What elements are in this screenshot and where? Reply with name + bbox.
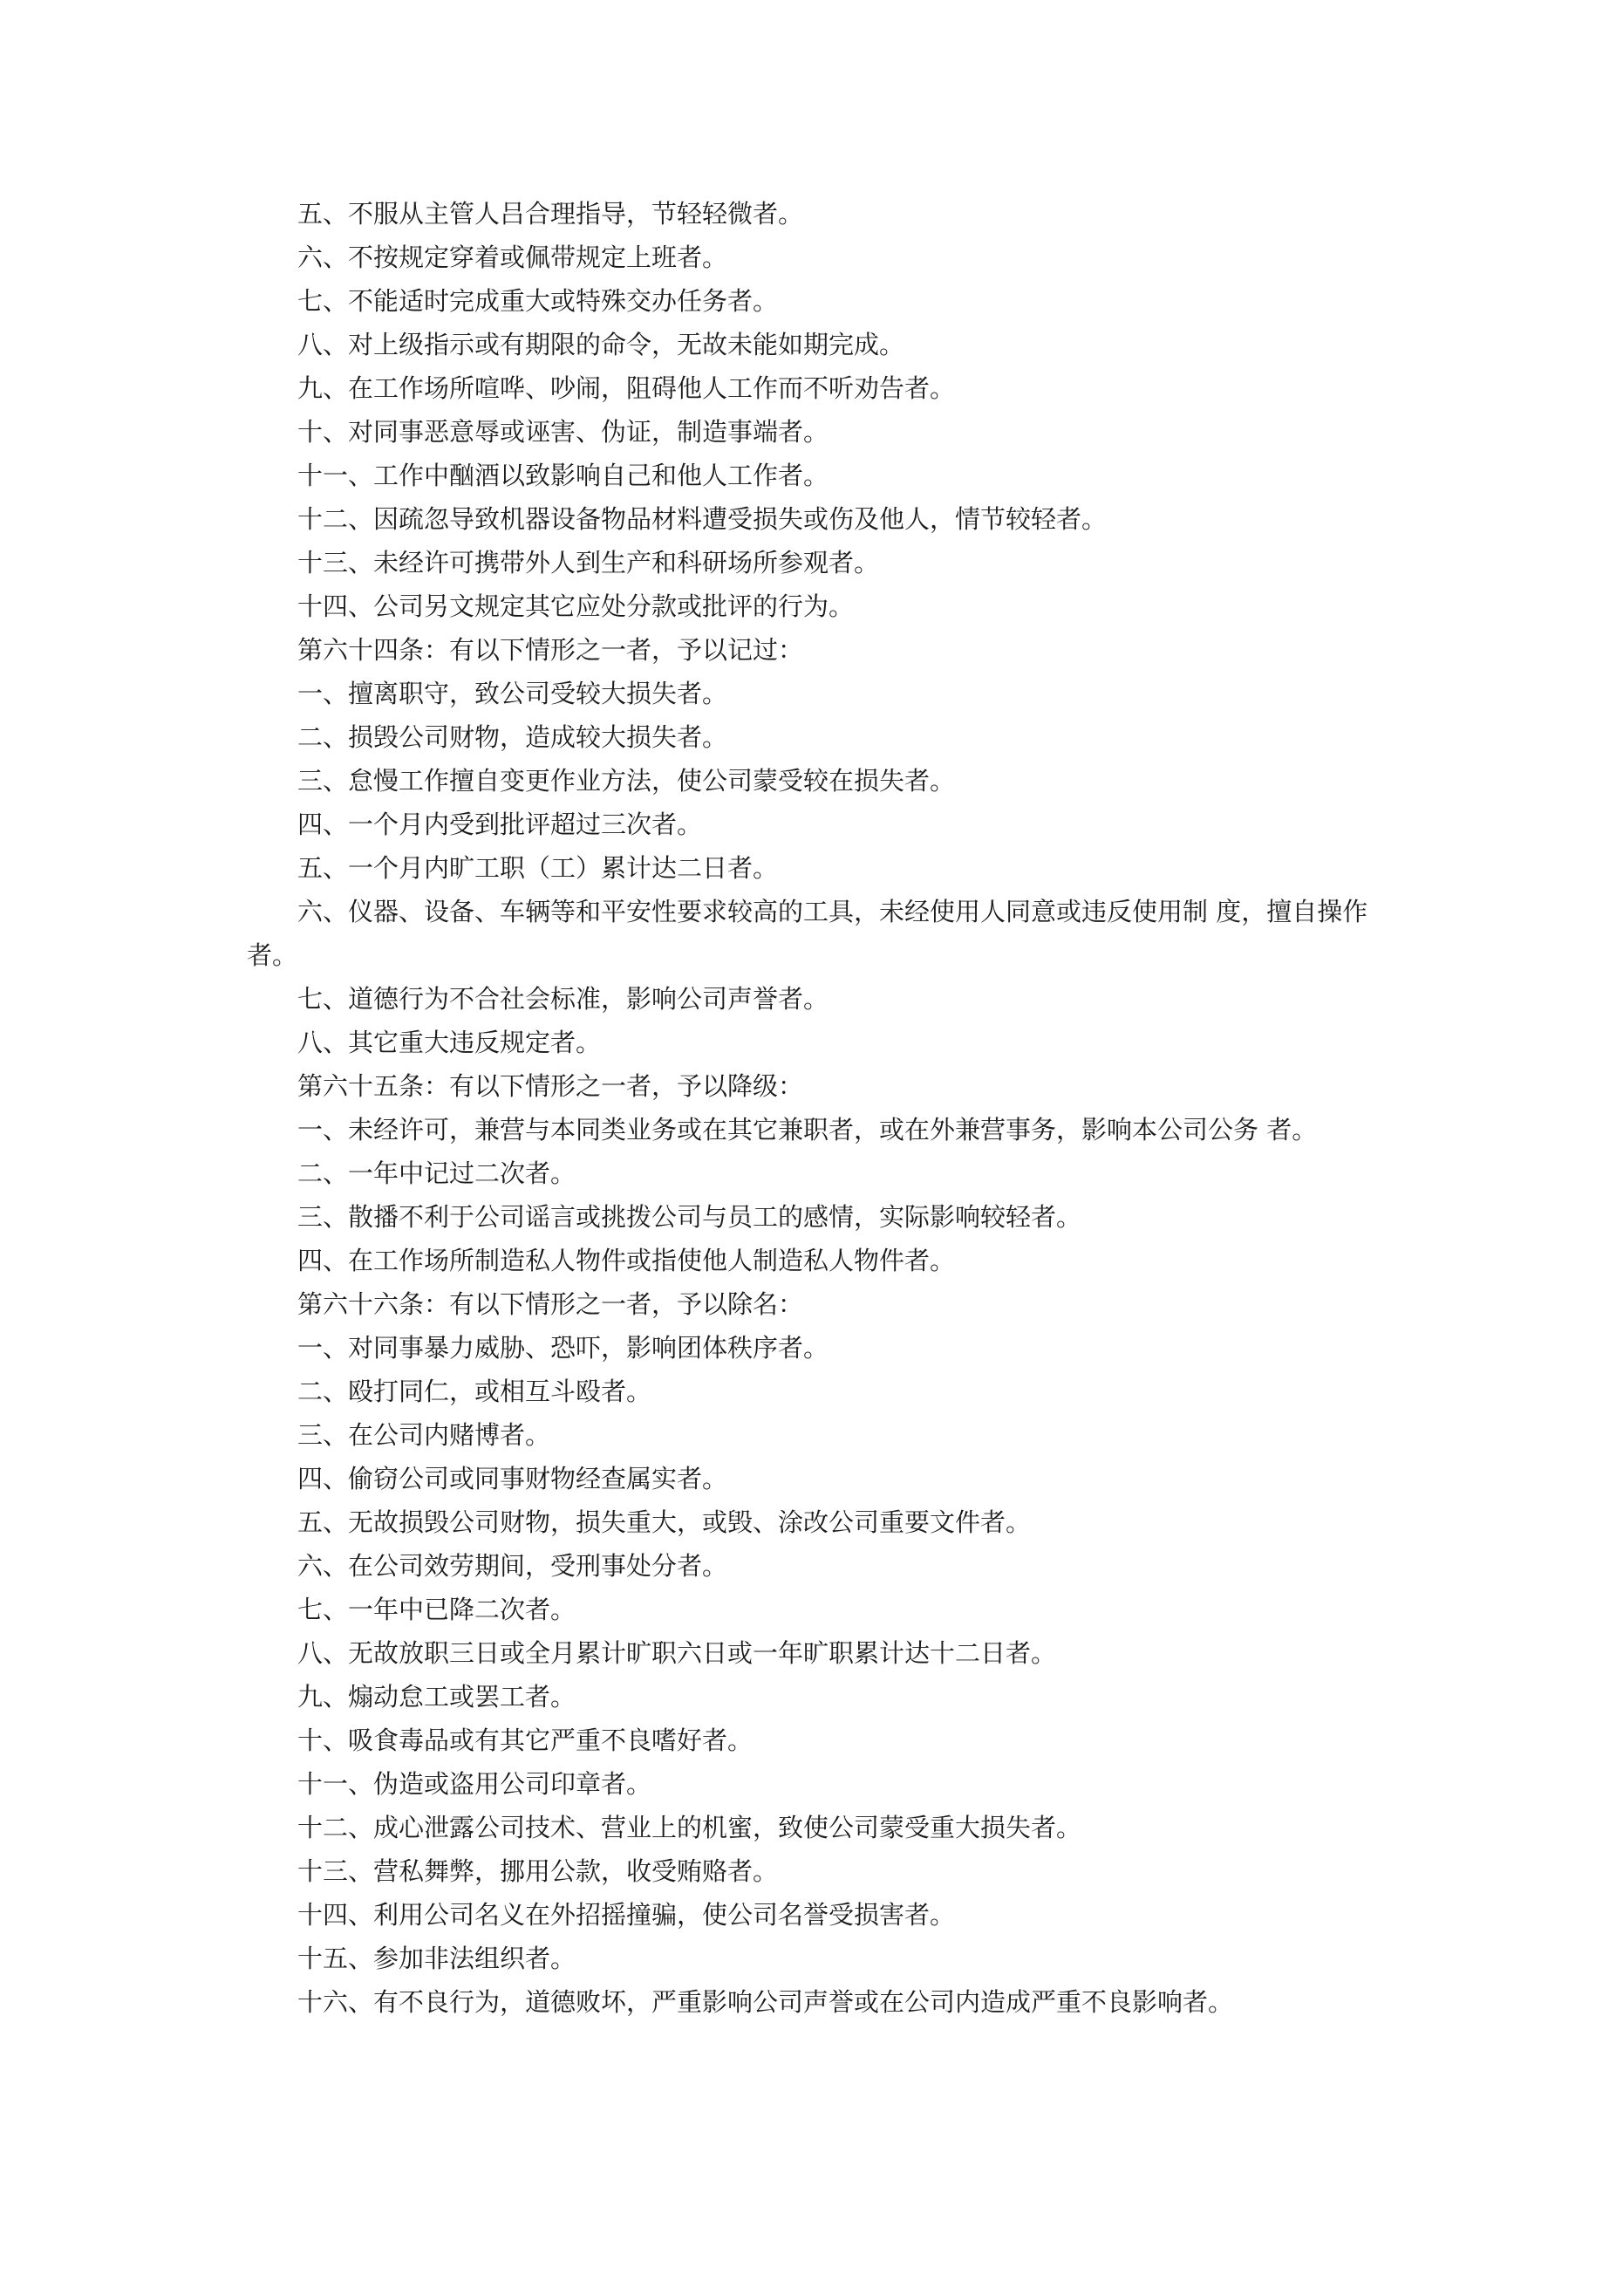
paragraph: 第六十六条：有以下情形之一者，予以除名：	[297, 1289, 804, 1319]
paragraph: 二、一年中记过二次者。	[297, 1158, 576, 1188]
document-body	[247, 192, 1398, 2024]
paragraph: 九、煽动怠工或罢工者。	[297, 1682, 576, 1712]
paragraph: 十一、工作中酗酒以致影响自己和他人工作者。	[297, 461, 829, 490]
paragraph: 第六十五条：有以下情形之一者，予以降级：	[297, 1071, 804, 1101]
paragraph: 十三、营私舞弊，挪用公款，收受贿赂者。	[297, 1856, 779, 1886]
paragraph: 十五、参加非法组织者。	[297, 1944, 576, 1973]
paragraph: 四、一个月内受到批评超过三次者。	[297, 810, 703, 839]
paragraph: 八、其它重大违反规定者。	[297, 1028, 602, 1057]
paragraph: 四、偷窃公司或同事财物经查属实者。	[297, 1464, 728, 1493]
paragraph: 十二、成心泄露公司技术、营业上的机蜜，致使公司蒙受重大损失者。	[297, 1813, 1082, 1842]
paragraph: 十四、利用公司名义在外招摇撞骗，使公司名誉受损害者。	[297, 1900, 956, 1930]
paragraph: 六、仪器、设备、车辆等和平安性要求较高的工具，未经使用人同意或违反使用制 度，擅自操作者。	[247, 897, 1368, 970]
paragraph: 十六、有不良行为，道德败坏，严重影响公司声誉或在公司内造成严重不良影响者。	[297, 1987, 1234, 2017]
paragraph: 九、在工作场所喧哗、吵闹，阻碍他人工作而不听劝告者。	[297, 373, 956, 403]
paragraph: 十四、公司另文规定其它应处分款或批评的行为。	[297, 591, 855, 621]
paragraph: 一、未经许可，兼营与本同类业务或在其它兼职者，或在外兼营事务，影响本公司公务 者。	[297, 1115, 1318, 1145]
paragraph: 三、在公司内赌博者。	[297, 1420, 551, 1450]
paragraph: 七、道德行为不合社会标准，影响公司声誉者。	[297, 984, 829, 1014]
paragraph: 一、擅离职守，致公司受较大损失者。	[297, 679, 728, 708]
paragraph: 二、殴打同仁，或相互斗殴者。	[297, 1377, 652, 1406]
paragraph: 一、对同事暴力威胁、恐吓，影响团体秩序者。	[297, 1333, 829, 1363]
paragraph: 十一、伪造或盗用公司印章者。	[297, 1769, 652, 1799]
paragraph: 三、散播不利于公司谣言或挑拨公司与员工的感情，实际影响较轻者。	[297, 1202, 1082, 1232]
paragraph: 五、一个月内旷工职（工）累计达二日者。	[297, 853, 779, 883]
paragraph: 十、吸食毒品或有其它严重不良嗜好者。	[297, 1725, 754, 1755]
paragraph: 八、对上级指示或有期限的命令，无故未能如期完成。	[297, 330, 905, 359]
paragraph: 六、在公司效劳期间，受刑事处分者。	[297, 1551, 728, 1581]
paragraph: 五、不服从主管人吕合理指导，节轻轻微者。	[297, 199, 804, 229]
paragraph: 七、不能适时完成重大或特殊交办任务者。	[297, 286, 779, 316]
paragraph: 二、损毁公司财物，造成较大损失者。	[297, 722, 728, 752]
paragraph: 五、无故损毁公司财物，损失重大，或毁、涂改公司重要文件者。	[297, 1507, 1032, 1537]
paragraph: 第六十四条：有以下情形之一者，予以记过：	[297, 635, 804, 665]
paragraph: 十二、因疏忽导致机器设备物品材料遭受损失或伤及他人，情节较轻者。	[297, 504, 1108, 534]
paragraph: 六、不按规定穿着或佩带规定上班者。	[297, 243, 728, 272]
paragraph: 七、一年中已降二次者。	[297, 1595, 576, 1624]
paragraph: 十、对同事恶意辱或诬害、伪证，制造事端者。	[297, 417, 829, 447]
paragraph: 十三、未经许可携带外人到生产和科研场所参观者。	[297, 548, 880, 577]
paragraph: 八、无故放职三日或全月累计旷职六日或一年旷职累计达十二日者。	[297, 1638, 1057, 1668]
paragraph: 三、怠慢工作擅自变更作业方法，使公司蒙受较在损失者。	[297, 766, 956, 796]
paragraph: 四、在工作场所制造私人物件或指使他人制造私人物件者。	[297, 1246, 956, 1275]
